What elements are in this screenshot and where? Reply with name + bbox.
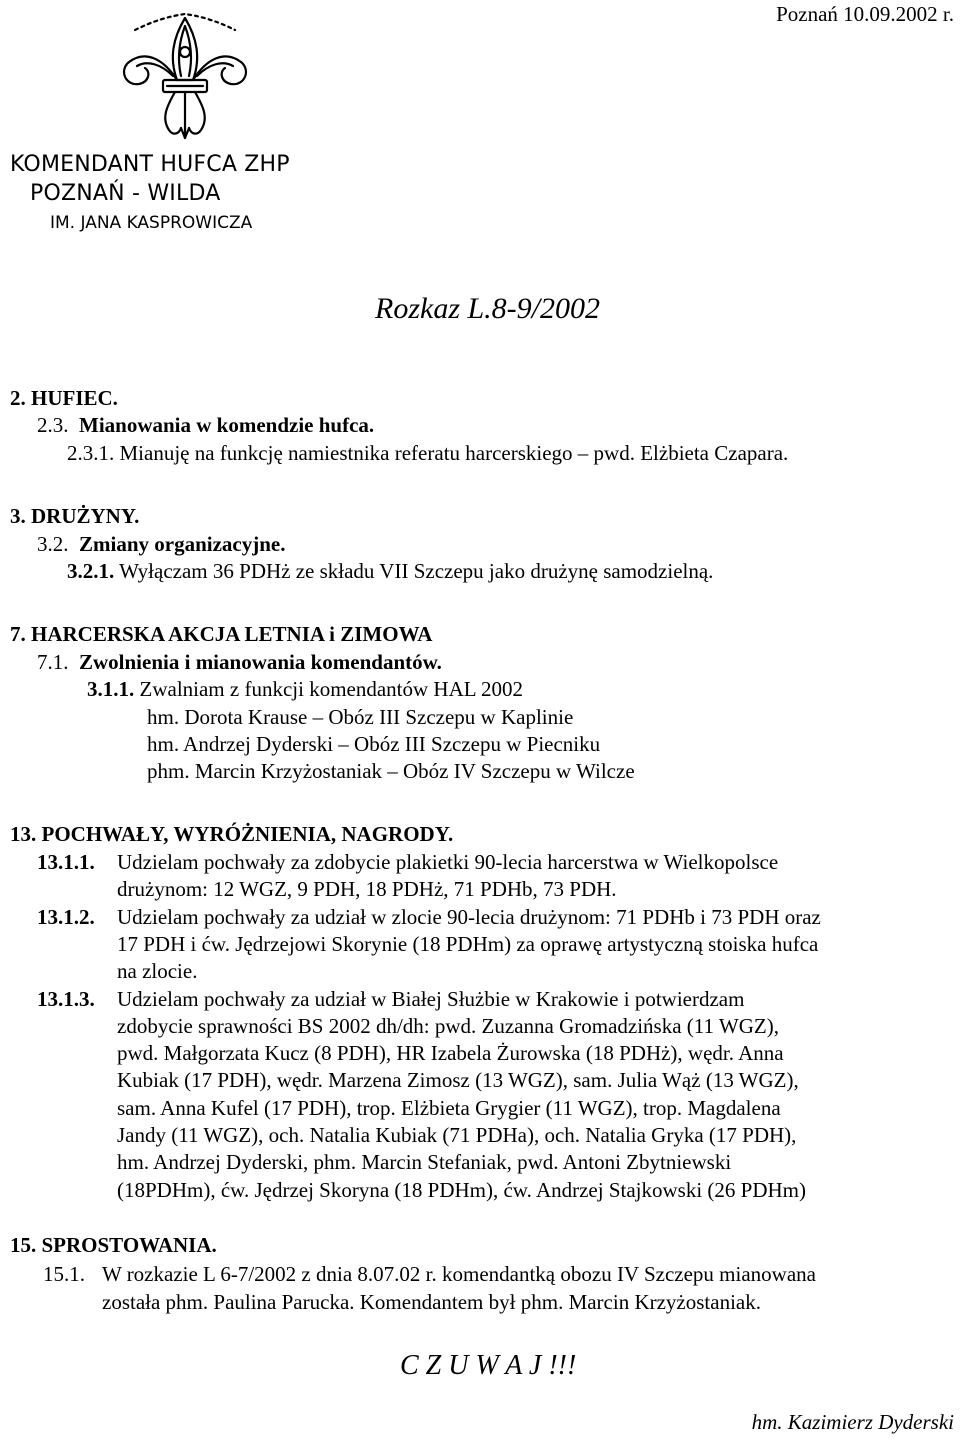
section-3-heading <box>10 504 139 528</box>
item-line: Kubiak (17 PDH), wędr. Marzena Zimosz (13 WGZ), sam. Julia Wąż (13 WGZ), <box>117 1068 799 1092</box>
subsection-7-1 <box>37 650 442 674</box>
item-line: Udzielam pochwały za zdobycie plakietki 90-lecia harcerstwa w Wielkopolsce <box>117 850 779 874</box>
section-15-heading: 15. SPROSTOWANIA. <box>10 1233 217 1257</box>
item-line: (18PDHm), ćw. Jędrzej Skoryna (18 PDHm), ćw. Andrzej Stajkowski (26 PDHm) <box>117 1178 807 1202</box>
item-3-2-1 <box>67 559 713 583</box>
item-2-3-1 <box>67 441 788 465</box>
subsection-title: Zwolnienia i mianowania komendantów. <box>79 650 442 674</box>
section-2-heading <box>10 386 118 410</box>
item-line: została phm. Paulina Parucka. Komendantem był phm. Marcin Krzyżostaniak. <box>102 1290 761 1314</box>
subsection-title: Mianowania w komendzie hufca. <box>79 413 375 437</box>
header-line-2: POZNAŃ - WILDA <box>30 181 221 206</box>
section-title: HUFIEC. <box>31 386 118 410</box>
subsection-title: Zmiany organizacyjne. <box>79 532 286 556</box>
item-line: drużynom: 12 WGZ, 9 PDH, 18 PDHż, 71 PDHb, 73 PDH. <box>117 877 617 901</box>
item-line: Udzielam pochwały za udział w zlocie 90-lecia drużynom: 71 PDHb i 73 PDH oraz <box>117 905 821 929</box>
item-line: sam. Anna Kufel (17 PDH), trop. Elżbieta Grygier (11 WGZ), trop. Magdalena <box>117 1096 781 1120</box>
item-line: pwd. Małgorzata Kucz (8 PDH), HR Izabela Żurowska (18 PDHż), wędr. Anna <box>117 1041 784 1065</box>
item-number: 3.1.1. <box>87 677 135 701</box>
document-date: Poznań 10.09.2002 r. <box>776 2 954 26</box>
section-7-heading <box>10 622 432 646</box>
item-line: W rozkazie L 6-7/2002 z dnia 8.07.02 r. komendantką obozu IV Szczepu mianowana <box>102 1262 816 1286</box>
subsection-number: 7.1. <box>37 650 69 674</box>
person-line: hm. Dorota Krause – Obóz III Szczepu w Kaplinie <box>147 705 574 729</box>
person-line: phm. Marcin Krzyżostaniak – Obóz IV Szczepu w Wilcze <box>147 759 635 783</box>
subsection-2-3 <box>37 413 374 437</box>
item-line: 17 PDH i ćw. Jędrzejowi Skorynie (18 PDHm) za oprawę artystyczną stoiska hufca <box>117 932 819 956</box>
section-number: 3. <box>10 504 26 528</box>
subsection-number: 2.3. <box>37 413 69 437</box>
subsection-number: 3.2. <box>37 532 69 556</box>
signature: hm. Kazimierz Dyderski <box>751 1410 954 1434</box>
section-number: 7. <box>10 622 26 646</box>
section-title: DRUŻYNY. <box>31 504 140 528</box>
section-number: 2. <box>10 386 26 410</box>
header-line-1: KOMENDANT HUFCA ZHP <box>10 152 290 177</box>
subsection-3-2 <box>37 532 285 556</box>
section-13-heading: 13. POCHWAŁY, WYRÓŻNIENIA, NAGRODY. <box>10 822 454 846</box>
item-line: Jandy (11 WGZ), och. Natalia Kubiak (71 PDHa), och. Natalia Gryka (17 PDH), <box>117 1123 797 1147</box>
person-line: hm. Andrzej Dyderski – Obóz III Szczepu w Piecniku <box>147 732 601 756</box>
item-number: 3.2.1. <box>67 559 115 583</box>
item-number: 15.1. <box>43 1262 85 1286</box>
item-3-1-1 <box>87 677 523 701</box>
item-text: Zwalniam z funkcji komendantów HAL 2002 <box>139 677 524 701</box>
scout-lily-emblem <box>115 10 255 150</box>
item-number: 13.1.2. <box>37 905 95 929</box>
item-line: Udzielam pochwały za udział w Białej Służbie w Krakowie i potwierdzam <box>117 987 745 1011</box>
header-line-3: IM. JANA KASPROWICZA <box>50 213 253 233</box>
item-line: zdobycie sprawności BS 2002 dh/dh: pwd. Zuzanna Gromadzińska (11 WGZ), <box>117 1014 779 1038</box>
section-title: HARCERSKA AKCJA LETNIA i ZIMOWA <box>31 622 433 646</box>
item-number: 13.1.3. <box>37 987 95 1011</box>
item-number: 13.1.1. <box>37 850 95 874</box>
closing-motto: C Z U W A J !!! <box>400 1350 577 1381</box>
item-line: hm. Andrzej Dyderski, phm. Marcin Stefaniak, pwd. Antoni Zbytniewski <box>117 1150 732 1174</box>
item-text: Mianuję na funkcję namiestnika referatu harcerskiego – pwd. Elżbieta Czapara. <box>119 441 789 465</box>
item-line: na zlocie. <box>117 959 198 983</box>
item-text: Wyłączam 36 PDHż ze składu VII Szczepu jako drużynę samodzielną. <box>119 559 714 583</box>
item-number: 2.3.1. <box>67 441 115 465</box>
order-title: Rozkaz L.8-9/2002 <box>375 292 600 325</box>
